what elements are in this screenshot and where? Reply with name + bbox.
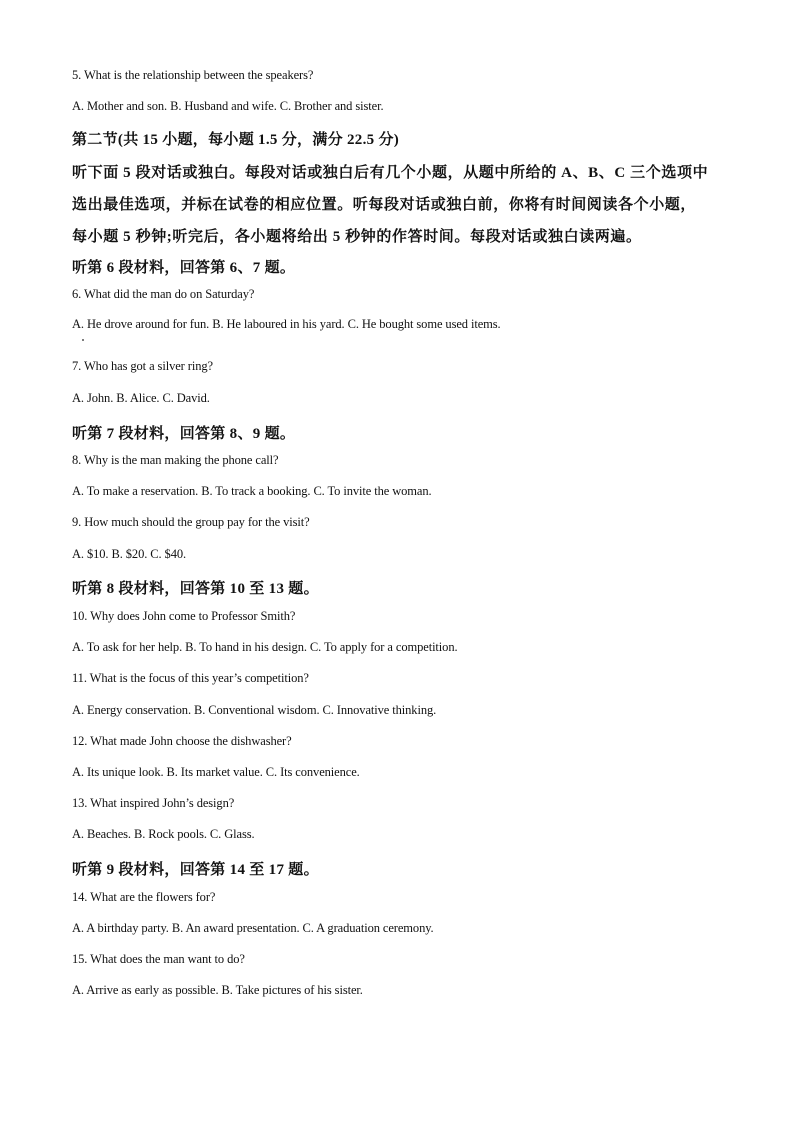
question-7-options: A. John. B. Alice. C. David.	[72, 391, 210, 405]
question-7: 7. Who has got a silver ring?	[72, 359, 213, 373]
question-6-options: A. He drove around for fun. B. He laboured in his yard. C. He bought some used items.	[72, 317, 501, 331]
question-11-options: A. Energy conservation. B. Conventional wisdom. C. Innovative thinking.	[72, 703, 437, 717]
question-10-options: A. To ask for her help. B. To hand in his design. C. To apply for a competition.	[72, 640, 458, 654]
question-5-options: A. Mother and son. B. Husband and wife. C. Brother and sister.	[72, 99, 384, 113]
section-2-instruction-line-3: 每小题 5 秒钟;听完后，各小题将给出 5 秒钟的作答时间。每段对话或独白读两遍。	[72, 229, 642, 245]
question-12-options: A. Its unique look. B. Its market value. C. Its convenience.	[72, 765, 360, 779]
question-14-options: A. A birthday party. B. An award presentation. C. A graduation ceremony.	[72, 921, 434, 935]
question-14: 14. What are the flowers for?	[72, 890, 216, 904]
part-7-heading: 听第 7 段材料，回答第 8、9 题。	[72, 426, 296, 442]
part-9-heading: 听第 9 段材料，回答第 14 至 17 题。	[72, 862, 319, 878]
question-9: 9. How much should the group pay for the visit?	[72, 515, 310, 529]
question-13-options: A. Beaches. B. Rock pools. C. Glass.	[72, 827, 255, 841]
question-12: 12. What made John choose the dishwasher?	[72, 734, 292, 748]
question-11: 11. What is the focus of this year’s competition?	[72, 671, 309, 685]
part-6-heading: 听第 6 段材料，回答第 6、7 题。	[72, 260, 296, 276]
question-15: 15. What does the man want to do?	[72, 952, 245, 966]
question-6: 6. What did the man do on Saturday?	[72, 287, 255, 301]
stray-mark	[82, 339, 84, 341]
question-8: 8. Why is the man making the phone call?	[72, 453, 279, 467]
question-9-options: A. $10. B. $20. C. $40.	[72, 547, 187, 561]
question-8-options: A. To make a reservation. B. To track a booking. C. To invite the woman.	[72, 484, 432, 498]
question-10: 10. Why does John come to Professor Smith?	[72, 609, 296, 623]
section-2-heading: 第二节(共 15 小题，每小题 1.5 分，满分 22.5 分)	[72, 132, 400, 148]
question-5: 5. What is the relationship between the speakers?	[72, 68, 314, 82]
question-15-options: A. Arrive as early as possible. B. Take pictures of his sister.	[72, 983, 363, 997]
part-8-heading: 听第 8 段材料，回答第 10 至 13 题。	[72, 581, 319, 597]
section-2-instruction-line-2: 选出最佳选项，并标在试卷的相应位置。听每段对话或独白前，你将有时间阅读各个小题，	[72, 197, 697, 213]
question-13: 13. What inspired John’s design?	[72, 796, 235, 810]
section-2-instruction-line-1: 听下面 5 段对话或独白。每段对话或独白后有几个小题，从题中所给的 A、B、C 三个选项中	[72, 165, 709, 181]
